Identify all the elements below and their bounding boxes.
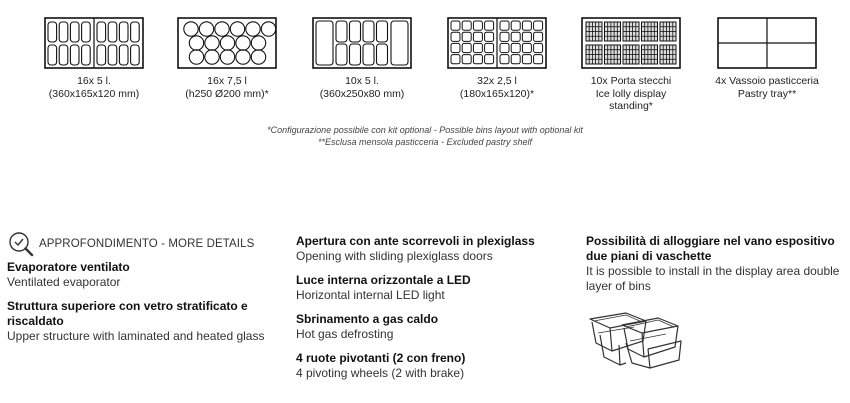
- feature-item: [586, 234, 846, 294]
- config-16x5: [24, 17, 164, 100]
- footnote-2: **Esclusa mensola pasticceria - Excluded pastry shelf: [317, 137, 533, 147]
- feature-item: [296, 273, 566, 303]
- feature-item: [296, 234, 566, 264]
- config-pastry-tray: [697, 17, 837, 100]
- feature-subtitle: Hot gas defrosting: [296, 327, 394, 341]
- details-column-2: [296, 234, 566, 390]
- stacked-bins-icon: [586, 305, 696, 369]
- pastry-tray-layout-icon: [717, 17, 817, 69]
- feature-title: Evaporatore ventilato: [7, 260, 130, 274]
- feature-item: [7, 299, 282, 344]
- feature-title: Possibilità di alloggiare nel vano espositivo due piani di vaschette: [586, 234, 835, 263]
- feature-item: [296, 351, 566, 381]
- feature-title: Struttura superiore con vetro stratificato e riscaldato: [7, 299, 248, 328]
- details-section: [0, 228, 850, 403]
- feature-subtitle: Upper structure with laminated and heated glass: [7, 329, 265, 343]
- config-16x7-5: [157, 17, 297, 100]
- feature-subtitle: Opening with sliding plexiglass doors: [296, 249, 493, 263]
- feature-subtitle: It is possible to install in the display area double layer of bins: [586, 264, 840, 293]
- config-label: 10x Porta stecchi Ice lolly display standing*: [590, 75, 672, 112]
- feature-title: Luce interna orizzontale a LED: [296, 273, 471, 287]
- config-label: 16x 7,5 l (h250 Ø200 mm)*: [185, 75, 269, 100]
- config-32x2-5: [427, 17, 567, 100]
- pan-layout-10-icon: [312, 17, 412, 69]
- details-header: [7, 228, 282, 260]
- footnotes: [0, 124, 850, 148]
- feature-item: [296, 312, 566, 342]
- config-label: 16x 5 l. (360x165x120 mm): [48, 75, 140, 100]
- details-column-3: [586, 234, 846, 374]
- feature-title: 4 ruote pivotanti (2 con freno): [296, 351, 466, 365]
- config-label: 32x 2,5 l (180x165x120)*: [459, 75, 535, 100]
- feature-title: Sbrinamento a gas caldo: [296, 312, 439, 326]
- footnote-1: *Configurazione possibile con kit optional - Possible bins layout with optional kit: [267, 125, 583, 135]
- feature-item: [7, 260, 282, 290]
- bin-configurations: [0, 0, 850, 150]
- feature-subtitle: Ventilated evaporator: [7, 275, 121, 289]
- pan-layout-16-round-icon: [177, 17, 277, 69]
- config-10x5: [292, 17, 432, 100]
- config-label: 10x 5 l. (360x250x80 mm): [319, 75, 405, 100]
- config-label: 4x Vassoio pasticceria Pastry tray**: [715, 75, 819, 100]
- details-header-text: APPROFONDIMENTO - MORE DETAILS: [39, 238, 255, 250]
- config-ice-lolly: [561, 17, 701, 113]
- pan-layout-32-icon: [447, 17, 547, 69]
- ice-lolly-stand-icon: [581, 17, 681, 69]
- feature-subtitle: Horizontal internal LED light: [296, 288, 445, 302]
- feature-title: Apertura con ante scorrevoli in plexiglass: [296, 234, 535, 248]
- magnifier-check-icon: [7, 230, 35, 258]
- details-column-1: [7, 228, 282, 353]
- feature-subtitle: 4 pivoting wheels (2 with brake): [296, 366, 465, 380]
- pan-layout-16-icon: [44, 17, 144, 69]
